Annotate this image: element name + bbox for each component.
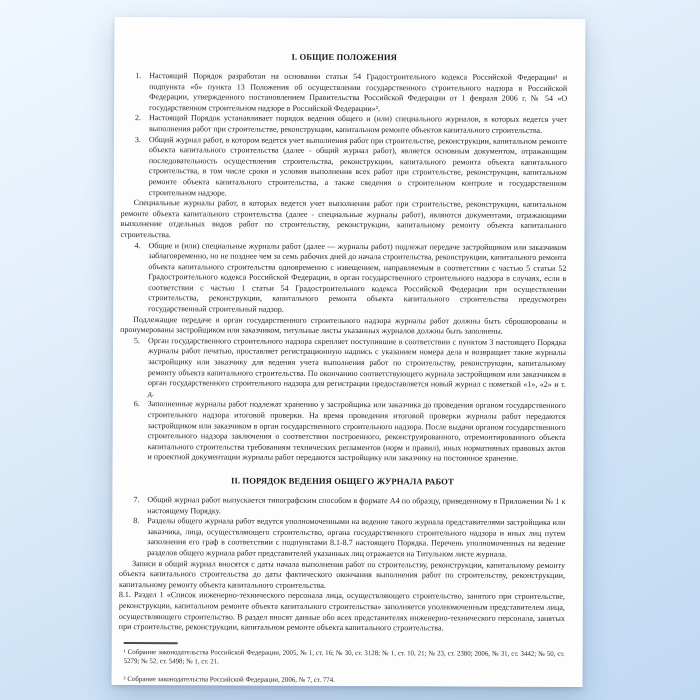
item-number: 8.: [133, 516, 140, 526]
paragraph-2: [121, 113, 567, 136]
paragraph-text: Заполненные журналы работ подлежат хранению у застройщика или заказчика до проведения органом государственного строительного надзора итоговой проверки. На время проведения итоговой проверки журналы работ передаются застройщиком или заказчиком в орган государственного строительного надзора. После выдачи органом государственного строительного надзора заключения о соответствии построенного, реконструированного, отремонтированного объекта капитального строительства требованиям технических регламентов (норм и правил), иных нормативных правовых актов и проектной документации журналы работ передаются застройщику или заказчику на постоянное хранение.: [147, 399, 566, 464]
paragraph-5: [120, 336, 566, 402]
document-page: [112, 17, 586, 687]
paragraph-text: Настоящий Порядок разработан на основании статьи 54 Градостроительного кодекса Российской Федерации¹ и подпункта «б» пункта 13 Положения об осуществлении государственного строительного надзора в Российской Федерации, утвержденного постановлением Правительства Российской Федерации от 1 февраля 2006 г. № 54 «О государственном строительном надзоре в Российской Федерации»².: [149, 71, 568, 113]
item-number: 1.: [135, 71, 142, 81]
section-2-heading: II. ПОРЯДОК ВЕДЕНИЯ ОБЩЕГО ЖУРНАЛА РАБОТ: [231, 475, 454, 487]
item-number: 3.: [134, 134, 141, 144]
paragraph-4-continuation: Подлежащие передаче в орган государственного строительного надзора журналы работ должны быть сброшюрованы и пронумерованы застройщиком или заказчиком, титульные листы указанных журналов должны быть заполнены.: [120, 314, 567, 336]
paragraph-text: Разделы общего журнала работ ведутся уполномоченными на ведение такого журнала представителями застройщика или заказчика, лица, осуществляющего строительство, органа государственного строительного надзора и иных лиц путем заполнения его граф в соответствии с подпунктами 8.1-8.7 настоящего Порядка. Перечень уполномоченных на ведение разделов общего журнала работ представителей указанных лиц отражается на Титульном листе журнала.: [147, 516, 566, 559]
section-1-heading: I. ОБЩИЕ ПОЛОЖЕНИЯ: [291, 51, 398, 63]
item-number: 5.: [134, 335, 141, 345]
paragraph-text: Орган государственного строительного надзора скрепляет поступившие в соответствии с пунктом 3 настоящего Порядка журналы работ печатью, проставляет регистрационную надпись с указанием номера дела и возвращает такие журналы застройщику или заказчику для ведения учета выполнения работ по строительству, реконструкции, капитальному ремонту объекта капитального строительства. По окончанию соответствующего журнала застройщиком или заказчиком в орган государственного строительного надзора для регистрации предоставляется новый журнал с пометкой «1», «2» и т. д.: [147, 335, 567, 398]
item-number: 4.: [134, 240, 141, 250]
paragraph-text: Настоящий Порядок устанавливает порядок ведения общего и (или) специального журналов, в которых ведется учет выполнения работ при строительстве, реконструкции, капитальном ремонте объектов капитального строительства.: [148, 113, 568, 135]
paragraph-8-1: 8.1. Раздел 1 «Список инженерно-технического персонала лица, осуществляющего строительство, занятого при строительстве, реконструкции, капитальном ремонте объекта капитального строительства» заполняется уполномоченным представителем лица, осуществляющего строительство. В раздел вносят данные обо всех представителях инженерно-технического персонала, занятых при строительстве, реконструкции, капитальном ремонте объекта капитального строительства.: [118, 590, 565, 633]
paragraph-3: [121, 135, 567, 201]
paragraph-8-continuation: Записи в общий журнал вносятся с даты начала выполнения работ по строительству, реконструкции, капитальному ремонту объекта капитального строительства до даты фактического окончания выполнения работ по строительству, реконструкции, капитальному ремонту объекта капитального строительства.: [118, 558, 566, 590]
paragraph-text: Общие и (или) специальные журналы работ (далее — журналы работ) подлежат передаче застройщиком или заказчиком заблаговременно, но не позднее чем за семь рабочих дней до начала строительства, реконструкции, капитального ремонта объекта капитального строительства одновременно с извещением, направляемым в соответствии с частью 5 статьи 52 Градостроительного кодекса Российской Федерации, в орган государственного строительного надзора в случаях, если в соответствии с частью 1 статьи 54 Градостроительного кодекса Российской Федерации при осуществлении строительства, реконструкции, капитального ремонта объекта капитального строительства предусмотрен государственный строительный надзор.: [148, 240, 567, 314]
item-number: 2.: [134, 113, 142, 123]
paragraph-8: [119, 516, 565, 560]
paragraph-1: [121, 71, 567, 115]
paragraph-text: Общий журнал работ, в котором ведется учет выполнения работ при строительстве, реконструкции, капитальном ремонте объекта капитального строительства (далее - общий журнал работ), является основным документом, отражающим последовательность осуществления строительства, реконструкции, капитального ремонта объекта капитального строительства, в том числе сроки и условия выполнения всех работ при строительстве, реконструкции, капитальном ремонте объекта капитального строительства, а также сведения о строительном контроле и государственном строительном надзоре.: [148, 134, 567, 197]
paragraph-3-continuation: Специальные журналы работ, в которых ведется учет выполнения работ при строительстве, реконструкции, капитальном ремонте объекта капитального строительства (далее - специальные журналы работ), являются документами, отражающими выполнение отдельных видов работ по строительству, реконструкции, капитальному ремонту объекта капитального строительства.: [120, 198, 567, 240]
item-number: 6.: [133, 399, 140, 409]
footnote-1: ¹ Собрание законодательства Российской Федерации, 2005, № 1, ст. 16; № 30, ст. 3128; № 1, ст. 10, 21; № 23, ст. 2380; 2006, № 31, ст. 3442; № 50, ст. 5279; № 52, ст. 5498; № 1, ст. 21.: [123, 648, 565, 666]
footnote-separator: [124, 642, 178, 644]
item-number: 7.: [133, 495, 140, 505]
footnote-2: ² Собрание законодательства Российской Федерации, 2006, № 7, ст. 774.: [123, 676, 335, 685]
paragraph-text: Общий журнал работ выпускается типографским способом в формате А4 по образцу, приведенному в Приложении № 1 к настоящему Порядку.: [147, 495, 566, 516]
paragraph-6: [120, 399, 566, 465]
paragraph-7: [119, 495, 565, 518]
paragraph-4: [120, 241, 566, 317]
